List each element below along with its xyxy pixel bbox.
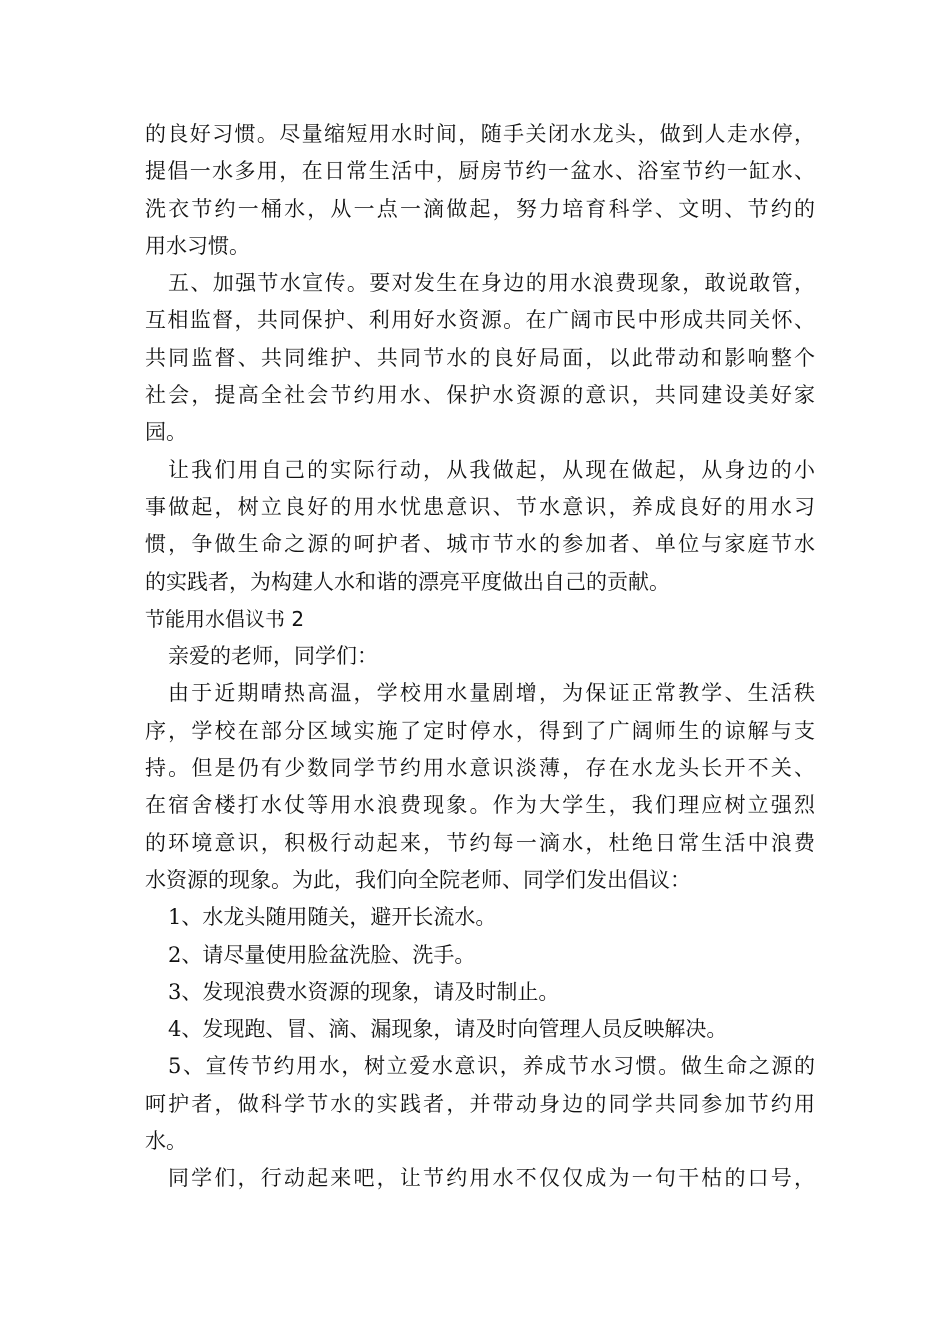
text-line: 由于近期晴热高温，学校用水量剧增，为保证正常教学、生活秩 <box>168 681 815 706</box>
text-line: 的实践者，为构建人水和谐的漂亮平度做出自己的贡献。 <box>145 569 670 594</box>
text-line: 的良好习惯。尽量缩短用水时间，随手关闭水龙头，做到人走水停， <box>145 122 815 146</box>
text-line: 共同监督、共同维护、共同节水的良好局面，以此带动和影响整个 <box>145 345 815 370</box>
text-line: 让我们用自己的实际行动，从我做起，从现在做起，从身边的小 <box>168 457 815 482</box>
text-line: 3、发现浪费水资源的现象，请及时制止。 <box>168 979 560 1004</box>
text-line: 社会，提高全社会节约用水、保护水资源的意识，共同建设美好家 <box>145 383 815 408</box>
text-line: 提倡一水多用，在日常生活中，厨房节约一盆水、浴室节约一缸水、 <box>145 159 815 184</box>
text-line: 水。 <box>145 1129 187 1154</box>
text-line: 4、发现跑、冒、滴、漏现象，请及时向管理人员反映解决。 <box>168 1017 728 1042</box>
text-line: 惯，争做生命之源的呵护者、城市节水的参加者、单位与家庭节水 <box>145 532 815 557</box>
text-line: 洗衣节约一桶水，从一点一滴做起，努力培育科学、文明、节约的 <box>145 196 815 221</box>
text-line: 互相监督，共同保护、利用好水资源。在广阔市民中形成共同关怀、 <box>145 308 815 333</box>
text-line: 亲爱的老师，同学们： <box>168 644 378 669</box>
text-line: 序，学校在部分区域实施了定时停水，得到了广阔师生的谅解与支 <box>145 718 815 743</box>
text-line: 呵护者，做科学节水的实践者，并带动身边的同学共同参加节约用 <box>145 1091 815 1116</box>
text-line: 2、请尽量使用脸盆洗脸、洗手。 <box>168 942 476 967</box>
text-line: 五、加强节水宣传。要对发生在身边的用水浪费现象，敢说敢管， <box>168 271 815 296</box>
text-line: 事做起，树立良好的用水忧患意识、节水意识，养成良好的用水习 <box>145 494 815 519</box>
text-line: 持。但是仍有少数同学节约用水意识淡薄，存在水龙头长开不关、 <box>145 756 815 781</box>
text-line: 在宿舍楼打水仗等用水浪费现象。作为大学生，我们理应树立强烈 <box>145 793 815 818</box>
text-line: 的环境意识，积极行动起来，节约每一滴水，杜绝日常生活中浪费 <box>145 830 815 855</box>
text-line: 同学们，行动起来吧，让节约用水不仅仅成为一句干枯的口号， <box>168 1166 815 1191</box>
text-line: 用水习惯。 <box>145 233 250 258</box>
document-body <box>145 116 815 1198</box>
text-line: 1、水龙头随用随关，避开长流水。 <box>168 905 497 930</box>
text-line: 园。 <box>145 420 187 445</box>
text-line: 5、宣传节约用水，树立爱水意识，养成节水习惯。做生命之源的 <box>168 1054 815 1079</box>
text-line: 水资源的现象。为此，我们向全院老师、同学们发出倡议： <box>145 867 691 892</box>
section-heading: 节能用水倡议书 2 <box>145 606 305 631</box>
